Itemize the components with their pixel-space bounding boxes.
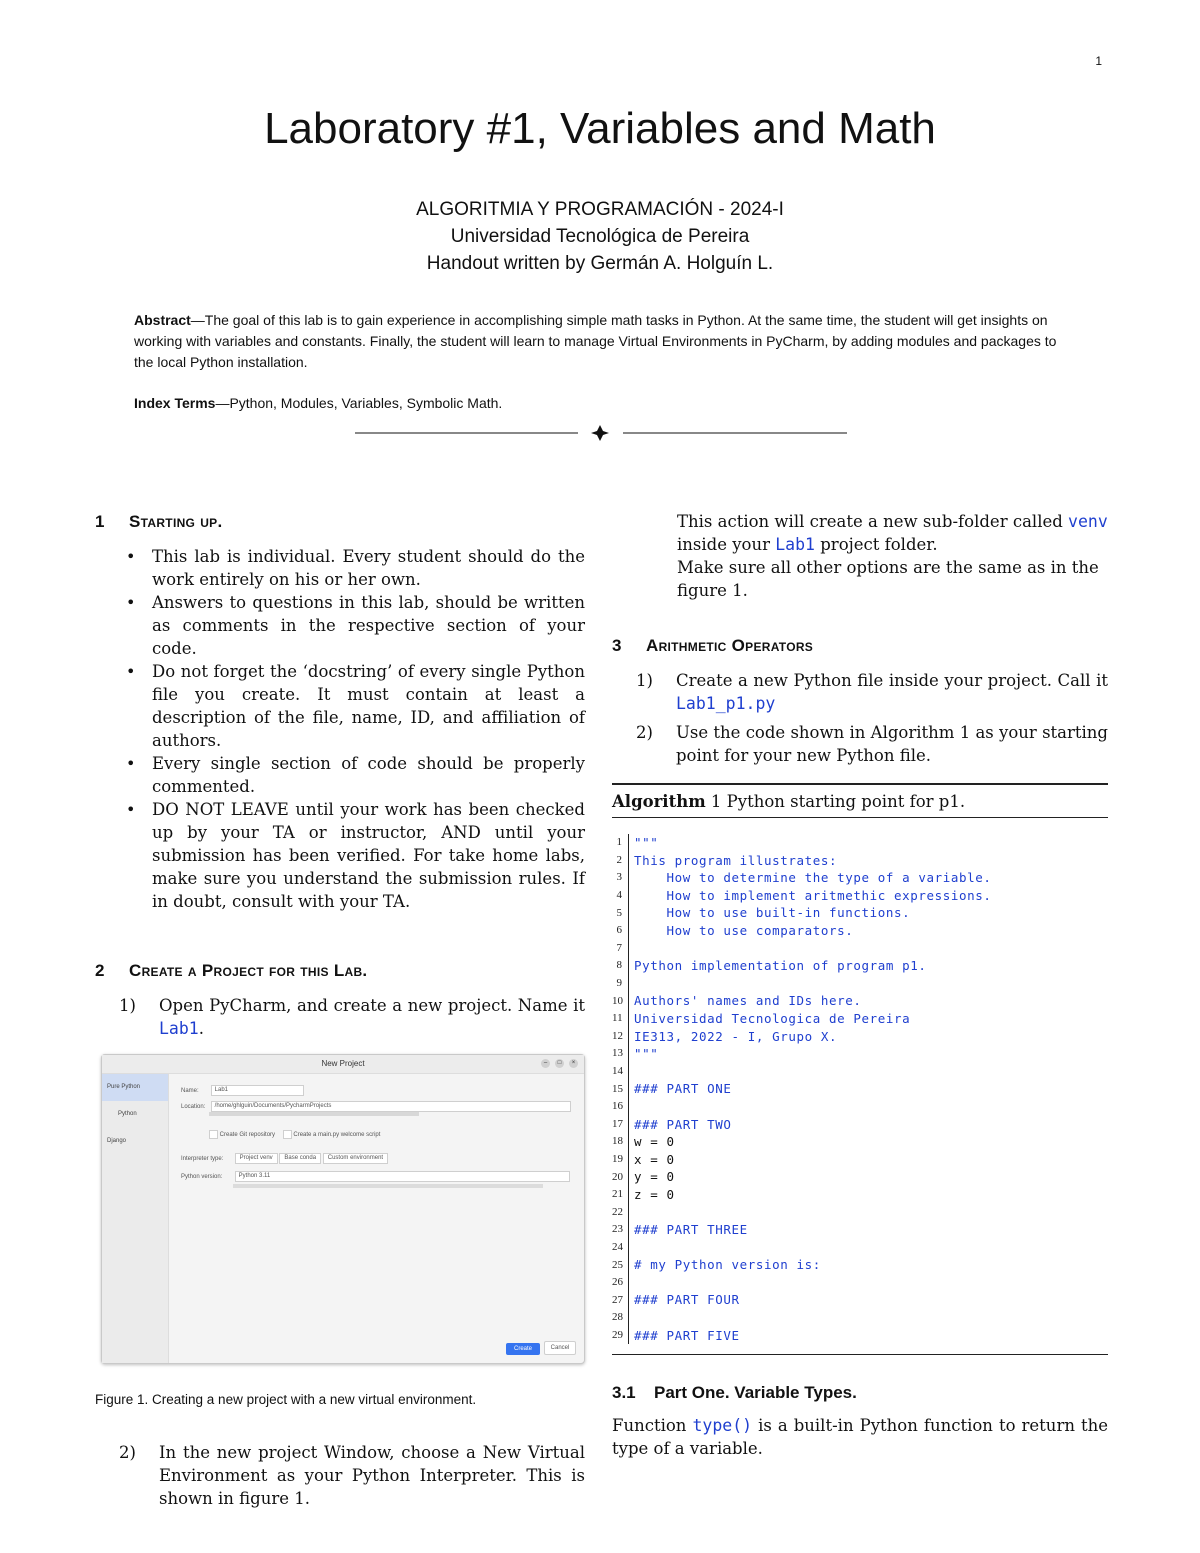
venv-hint-line — [233, 1184, 543, 1188]
project-steps-list — [95, 994, 585, 1040]
code-line — [612, 1221, 1108, 1239]
line-number: 13 — [612, 1047, 623, 1060]
subsection-title: Part One. Variable Types. — [654, 1383, 857, 1403]
list-item — [119, 1441, 585, 1510]
close-icon[interactable]: × — [569, 1059, 578, 1068]
subsection-number: 3.1 — [612, 1383, 636, 1403]
list-item: • DO NOT LEAVE until your work has been checked up by your TA or instructor, AND until your submission has been verified. For take home labs, make sure you understand the submission rules. If in doubt, consult with your TA. — [152, 798, 585, 913]
algorithm-header — [612, 785, 1108, 818]
location-input[interactable]: /home/ghlguin/Documents/PycharmProjects — [211, 1101, 571, 1112]
code-text: IE313, 2022 - I, Grupo X. — [628, 1028, 1108, 1046]
code-text: How to implement aritmethic expressions. — [628, 887, 1108, 905]
code-text — [628, 1063, 1108, 1081]
line-number: 5 — [616, 906, 622, 919]
code-line — [612, 904, 1108, 922]
code-line — [612, 1239, 1108, 1257]
code-text — [628, 1203, 1108, 1221]
code-line — [612, 940, 1108, 958]
note-text: inside your — [677, 535, 770, 554]
index-terms-label: Index Terms — [134, 395, 216, 411]
line-number: 21 — [612, 1188, 623, 1201]
note-text: project folder. — [820, 535, 938, 554]
type-function-code: type() — [692, 1416, 753, 1436]
list-item: • Every single section of code should be properly commented. — [152, 752, 585, 798]
code-text: # my Python version is: — [628, 1256, 1108, 1274]
line-number: 19 — [612, 1152, 623, 1165]
code-line — [612, 1203, 1108, 1221]
line-number: 8 — [616, 959, 622, 972]
code-line — [612, 834, 1108, 852]
filename-code: Lab1_p1.py — [676, 694, 776, 713]
line-number: 12 — [612, 1029, 623, 1042]
interp-option-project-venv[interactable]: Project venv — [235, 1153, 278, 1164]
interpreter-label: Interpreter type: — [181, 1156, 224, 1162]
index-terms-paragraph — [134, 393, 1064, 414]
line-number: 29 — [612, 1328, 623, 1341]
git-checkbox[interactable] — [209, 1130, 218, 1139]
abstract-block — [134, 310, 1064, 414]
line-number: 6 — [616, 924, 622, 937]
section-number: 2 — [95, 961, 105, 980]
code-line — [612, 957, 1108, 975]
section-title: Arithmetic Operators — [646, 636, 814, 655]
code-line — [612, 1168, 1108, 1186]
code-line — [612, 1116, 1108, 1134]
abstract-label: Abstract — [134, 312, 191, 328]
dialog-form — [169, 1074, 584, 1363]
step-number: 2) — [119, 1443, 136, 1462]
dialog-titlebar — [102, 1055, 584, 1074]
lab1-code: Lab1 — [775, 535, 815, 554]
code-line — [612, 887, 1108, 905]
code-text — [628, 1309, 1108, 1327]
code-line — [612, 1098, 1108, 1116]
line-number: 4 — [616, 889, 622, 902]
line-number: 14 — [612, 1065, 623, 1078]
code-text: w = 0 — [628, 1133, 1108, 1151]
code-text: z = 0 — [628, 1186, 1108, 1204]
figure-caption: Figure 1. Creating a new project with a new virtual environment. — [95, 1392, 477, 1407]
line-number: 1 — [616, 836, 622, 849]
figure-new-project-dialog — [101, 1054, 585, 1364]
code-line — [612, 1256, 1108, 1274]
interp-option-custom[interactable]: Custom environment — [323, 1153, 388, 1164]
interp-option-base-conda[interactable]: Base conda — [279, 1153, 321, 1164]
section-number: 3 — [612, 636, 622, 655]
section-number: 1 — [95, 512, 105, 531]
section-2-heading — [95, 959, 585, 982]
code-text: """ — [628, 834, 1108, 852]
step-number: 1) — [636, 671, 653, 690]
rules-list — [95, 545, 585, 913]
line-number: 25 — [612, 1258, 623, 1271]
code-text: How to use comparators. — [628, 922, 1108, 940]
line-number: 15 — [612, 1082, 623, 1095]
section-divider — [355, 423, 847, 443]
code-text: ### PART THREE — [628, 1221, 1108, 1239]
code-line — [612, 869, 1108, 887]
code-text: How to determine the type of a variable. — [628, 869, 1108, 887]
step-text: Open PyCharm, and create a new project. Name it — [159, 996, 585, 1015]
code-text: x = 0 — [628, 1151, 1108, 1169]
arith-steps-list — [612, 669, 1108, 767]
note-text: Make sure all other options are the same as in the figure 1. — [677, 558, 1099, 600]
cancel-button[interactable]: Cancel — [544, 1341, 576, 1355]
name-label: Name: — [181, 1088, 199, 1094]
code-line — [612, 1151, 1108, 1169]
list-item: • Answers to questions in this lab, should be written as comments in the respective section of your code. — [152, 591, 585, 660]
paragraph-text: Function — [612, 1416, 687, 1436]
step-number: 2) — [636, 723, 653, 742]
abstract-paragraph — [134, 310, 1064, 373]
step-text-end: . — [198, 1019, 204, 1038]
code-line — [612, 1063, 1108, 1081]
author-line: Handout written by Germán A. Holguín L. — [426, 253, 774, 274]
line-number: 17 — [612, 1117, 623, 1130]
code-text — [628, 940, 1108, 958]
type-function-paragraph — [612, 1414, 1108, 1460]
options-row — [209, 1124, 380, 1147]
venv-note — [612, 510, 1108, 602]
line-number: 2 — [616, 853, 622, 866]
code-line — [612, 1010, 1108, 1028]
project-steps-list-cont — [95, 1441, 585, 1510]
code-line — [612, 1045, 1108, 1063]
subsection-3-1-heading — [612, 1381, 1108, 1404]
code-line — [612, 1274, 1108, 1292]
code-line — [612, 975, 1108, 993]
algorithm-caption: Python starting point for p1. — [726, 792, 966, 811]
code-text: This program illustrates: — [628, 852, 1108, 870]
line-number: 9 — [616, 977, 622, 990]
code-line — [612, 1080, 1108, 1098]
line-number: 26 — [612, 1276, 623, 1289]
university-name: Universidad Tecnológica de Pereira — [450, 226, 750, 247]
note-text: This action will create a new sub-folder called — [677, 512, 1063, 531]
list-item: • Do not forget the ‘docstring’ of every single Python file you create. It must contain at least a description of the file, name, ID, and affiliation of authors. — [152, 660, 585, 752]
code-line — [612, 1133, 1108, 1151]
step-text: Create a new Python file inside your project. Call it — [676, 671, 1108, 690]
venv-code: venv — [1068, 512, 1108, 531]
right-column — [612, 510, 1108, 1460]
course-name: ALGORITMIA Y PROGRAMACIÓN - 2024-I — [416, 199, 784, 220]
line-number: 20 — [612, 1170, 623, 1183]
line-number: 11 — [612, 1012, 623, 1025]
code-line — [612, 992, 1108, 1010]
diamond-star-icon — [591, 425, 609, 441]
section-title: Starting up. — [129, 512, 223, 531]
step-text: Use the code shown in Algorithm 1 as your starting point for your new Python file. — [676, 723, 1108, 765]
minimize-icon[interactable]: – — [541, 1059, 550, 1068]
maximize-icon[interactable]: □ — [555, 1059, 564, 1068]
algorithm-number: 1 — [710, 792, 722, 811]
subtitle-block — [0, 196, 1200, 277]
step-number: 1) — [119, 996, 136, 1015]
git-checkbox-label: Create Git repository — [219, 1132, 276, 1138]
line-number: 7 — [616, 941, 622, 954]
code-text — [628, 975, 1108, 993]
section-3-heading — [612, 634, 1108, 657]
code-text: """ — [628, 1045, 1108, 1063]
location-label: Location: — [181, 1104, 206, 1110]
code-line — [612, 1309, 1108, 1327]
list-item: • This lab is individual. Every student should do the work entirely on his or her own. — [152, 545, 585, 591]
line-number: 18 — [612, 1135, 623, 1148]
code-line — [612, 1186, 1108, 1204]
line-number: 24 — [612, 1240, 623, 1253]
sidebar-item-pure-python[interactable]: Pure Python — [102, 1074, 168, 1101]
name-input[interactable]: Lab1 — [211, 1085, 304, 1096]
algorithm-label: Algorithm — [612, 792, 706, 811]
code-text — [628, 1098, 1108, 1116]
venv-note-line — [677, 510, 1108, 556]
step-text: In the new project Window, choose a New Virtual Environment as your Python Interpreter. This is shown in figure 1. — [159, 1443, 585, 1508]
line-number: 27 — [612, 1293, 623, 1306]
dialog-title: New Project — [321, 1059, 365, 1068]
code-text: Authors' names and IDs here. — [628, 992, 1108, 1010]
code-listing — [612, 818, 1108, 1354]
line-number: 22 — [612, 1205, 623, 1218]
list-item — [119, 994, 585, 1040]
code-line — [612, 1291, 1108, 1309]
sidebar-item-python[interactable]: Python — [118, 1111, 137, 1117]
sidebar-item-django[interactable]: Django — [107, 1138, 127, 1144]
python-version-select[interactable]: Python 3.11 — [235, 1171, 570, 1182]
location-hint-line — [209, 1112, 419, 1116]
code-text: ### PART TWO — [628, 1116, 1108, 1134]
code-line — [612, 1028, 1108, 1046]
code-text — [628, 1274, 1108, 1292]
section-title: Create a Project for this Lab. — [129, 961, 368, 980]
welcome-checkbox[interactable] — [283, 1130, 292, 1139]
algorithm-box — [612, 783, 1108, 1355]
paragraph-text: is a built-in Python function to return the type of a variable. — [612, 1416, 1108, 1459]
page-title: Laboratory #1, Variables and Math — [264, 104, 936, 153]
code-text: ### PART ONE — [628, 1080, 1108, 1098]
line-number: 10 — [612, 994, 623, 1007]
line-number: 23 — [612, 1223, 623, 1236]
page-number: 1 — [1095, 54, 1102, 68]
code-text: Python implementation of program p1. — [628, 957, 1108, 975]
code-text: How to use built-in functions. — [628, 904, 1108, 922]
line-number: 16 — [612, 1100, 623, 1113]
code-text: Universidad Tecnologica de Pereira — [628, 1010, 1108, 1028]
abstract-text: —The goal of this lab is to gain experience in accomplishing simple math tasks in Python. At the same time, the student will get insights on working with variables and constants. Finally, the student will learn to manage Virtual Environments in PyCharm, by adding modules and packages to the local Python installation. — [134, 312, 1057, 370]
code-line — [612, 1327, 1108, 1345]
code-text: y = 0 — [628, 1168, 1108, 1186]
list-item — [636, 669, 1108, 715]
code-text: ### PART FIVE — [628, 1327, 1108, 1345]
code-line — [612, 922, 1108, 940]
left-column — [95, 510, 585, 1516]
code-text — [628, 1239, 1108, 1257]
dialog-sidebar — [102, 1074, 169, 1363]
create-button[interactable]: Create — [506, 1343, 540, 1355]
welcome-checkbox-label: Create a main.py welcome script — [293, 1132, 381, 1138]
list-item — [636, 721, 1108, 767]
line-number: 28 — [612, 1311, 623, 1324]
line-number: 3 — [616, 871, 622, 884]
code-text: ### PART FOUR — [628, 1291, 1108, 1309]
project-name-code: Lab1 — [159, 1019, 199, 1038]
section-1-heading — [95, 510, 585, 533]
code-line — [612, 852, 1108, 870]
index-terms-text: —Python, Modules, Variables, Symbolic Math. — [215, 395, 503, 411]
python-version-label: Python version: — [181, 1174, 223, 1180]
